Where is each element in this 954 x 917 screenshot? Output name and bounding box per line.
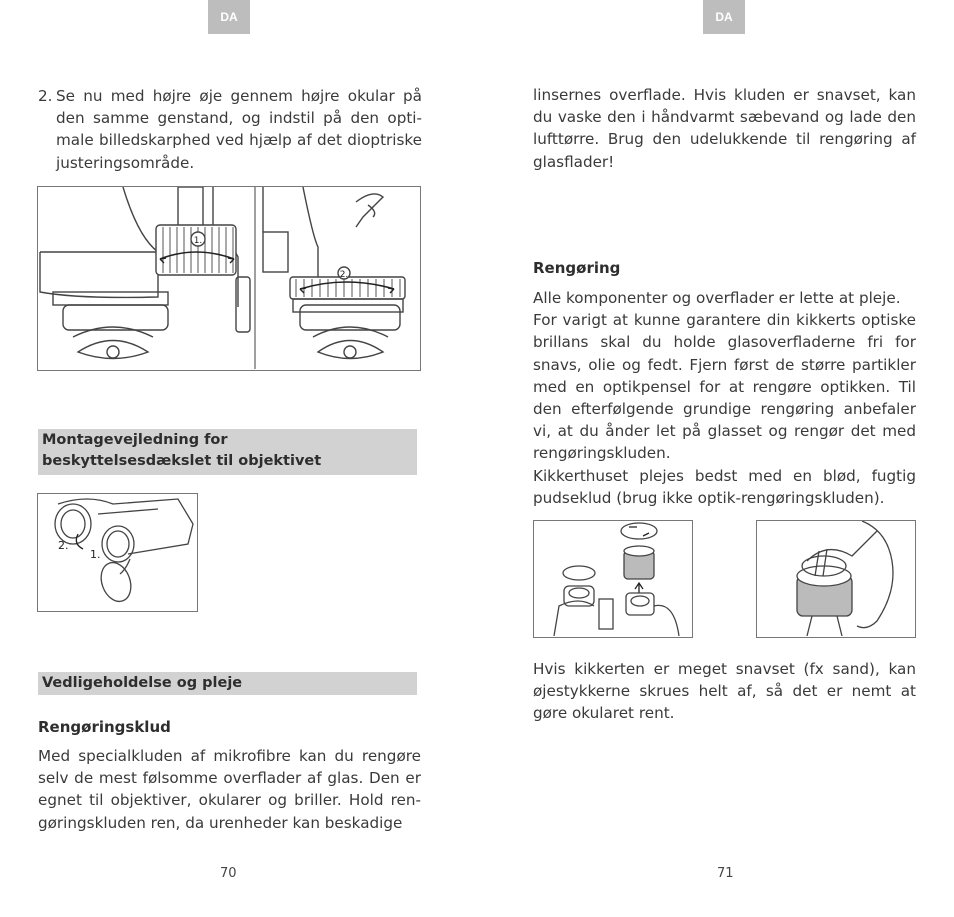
cap-label-1: 1. (90, 548, 101, 561)
subheading-cleaning: Rengøring (533, 259, 621, 277)
lens-cap-illustration (38, 494, 196, 610)
cap-label-2: 2. (58, 539, 69, 552)
diopter-adjustment-figure (37, 186, 421, 371)
section-heading-mount (38, 429, 417, 475)
diopter-illustration (38, 187, 419, 369)
eyepiece-cleaning-figure (756, 520, 916, 638)
lens-cap-figure (37, 493, 198, 612)
instruction-step-2 (38, 85, 422, 174)
language-tab: DA (703, 0, 745, 34)
section-heading-line2: beskyttelsesdækslet til objektivet (42, 453, 322, 469)
cleaning-para-1: Alle komponenter og overflader er lette at pleje. (533, 289, 901, 307)
figure-label-1: 1. (193, 236, 203, 246)
page-number: 70 (220, 866, 237, 881)
step-text: Se nu med højre øje gennem højre okular på den samme genstand, og indstil på den opti-male billedskarphed ved hjælp af det dioptriske justeringsområde. (56, 87, 422, 172)
eyecup-paragraph: Hvis kikkerten er meget snavset (fx sand), kan øjestykkerne skrues helt af, så det er nemt at gøre okularet rent. (533, 660, 916, 723)
cleaning-illustration (757, 521, 914, 636)
eyecup-illustration (534, 521, 691, 636)
cleaning-cloth-paragraph: Med specialkluden af mikrofibre kan du rengøre selv de mest følsomme overflader af glas. Den er egnet til objektiver, okularer og briller. Hold ren-gøringskluden ren, da urenheder kan beskadige (38, 747, 421, 832)
subheading-cleaning-cloth: Rengøringsklud (38, 718, 171, 736)
page-right (477, 0, 954, 917)
page-number: 71 (717, 866, 734, 881)
cleaning-para-3: Kikkerthuset plejes bedst med en blød, fugtig pudseklud (brug ikke optik-rengøringskluden). (533, 466, 916, 507)
cleaning-paragraphs (533, 287, 916, 509)
language-tab: DA (208, 0, 250, 34)
section-heading-care: Vedligeholdelse og pleje (38, 672, 417, 695)
cleaning-para-2: For varigt at kunne garantere din kikkerts optiske brillans skal du holde glasoverfladerne fri for snavs, olie og fedt. Fjern først de større partikler med en optikpensel for at rengøre optikken. Til den efterfølgende grundige rengøring anbefaler vi, at du ånder let på glasset og rengør det med rengøringskluden. (533, 311, 916, 463)
eyecup-removal-figure (533, 520, 693, 638)
section-heading-line1: Montagevejledning for (42, 432, 228, 448)
step-number: 2. (38, 87, 53, 105)
cloth-continued-paragraph: linsernes overflade. Hvis kluden er snavset, kan du vaske den i håndvarmt sæbevand og lade den lufttørre. Brug den udelukkende til rengøring af glasflader! (533, 86, 916, 171)
figure-label-2: 2. (339, 270, 349, 280)
